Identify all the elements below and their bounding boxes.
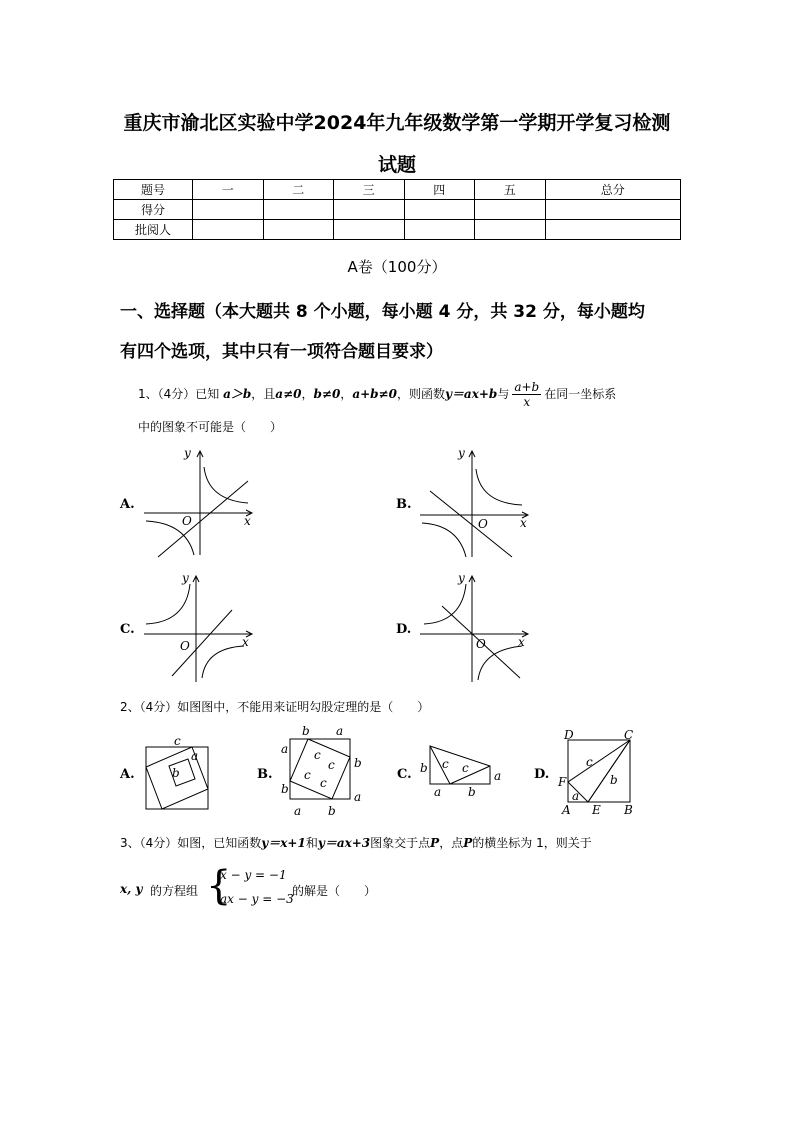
q3-text: 的解是（ ）	[292, 884, 377, 898]
table-cell: 三	[334, 180, 405, 200]
x-label: x	[518, 635, 525, 649]
label-D: D	[564, 728, 574, 742]
label-E: E	[592, 803, 601, 817]
page-title-line1: 重庆市渝北区实验中学2024年九年级数学第一学期开学复习检测	[123, 112, 671, 134]
label-c: c	[314, 748, 321, 762]
q3-func1: y＝x+1	[261, 836, 306, 850]
q1-func: y＝ax+b	[444, 387, 498, 401]
trapezoid	[430, 746, 490, 784]
label-b: b	[172, 766, 180, 780]
table-cell: 一	[193, 180, 264, 200]
table-cell[interactable]	[263, 200, 334, 220]
q2-option-d[interactable]: D.	[534, 767, 550, 782]
page-title-line2: 试题	[377, 154, 416, 176]
graph-c	[140, 570, 260, 685]
graph-d	[416, 570, 536, 685]
hyperbola-branch	[476, 469, 522, 505]
q3-text: 图象交于点	[370, 836, 431, 850]
y-label: y	[184, 446, 191, 460]
origin-label: O	[182, 514, 192, 528]
segment	[588, 740, 630, 802]
table-cell[interactable]	[404, 200, 475, 220]
q1-option-d[interactable]: D.	[396, 622, 412, 637]
label-b: b	[610, 773, 618, 787]
label-c: c	[442, 757, 449, 771]
label-c: c	[328, 758, 335, 772]
q2-option-a[interactable]: A.	[120, 767, 135, 782]
table-cell[interactable]	[193, 220, 264, 240]
hyperbola-branch	[202, 646, 244, 678]
q1-option-a[interactable]: A.	[120, 497, 135, 512]
q1-mid1: ，且	[251, 387, 276, 401]
q2-option-b[interactable]: B.	[257, 767, 273, 782]
q3-text: ，点	[439, 836, 464, 850]
question-3-line1	[120, 834, 592, 851]
label-b: b	[420, 761, 428, 775]
label-a: a	[281, 742, 289, 756]
q3-text: 3、（4分）如图，已知函数	[120, 836, 262, 850]
segment	[450, 766, 490, 784]
q1-mid3: 与	[497, 387, 510, 401]
equation-2: ax − y = −3	[220, 892, 294, 906]
table-cell[interactable]	[263, 220, 334, 240]
score-table-header-row	[114, 180, 681, 200]
x-label: x	[242, 635, 249, 649]
q1-prefix: 1、（4分）已知	[138, 387, 220, 401]
label-a: a	[494, 769, 502, 783]
origin-label: O	[476, 637, 486, 651]
label-b: b	[281, 782, 289, 796]
figure-d	[556, 728, 640, 820]
y-label: y	[458, 571, 465, 585]
table-cell: 五	[475, 180, 546, 200]
label-c: c	[462, 761, 469, 775]
label-b: b	[328, 804, 336, 818]
label-B: B	[624, 803, 633, 817]
label-A: A	[562, 803, 571, 817]
q3-point: P	[430, 836, 440, 850]
figure-a	[142, 733, 212, 813]
table-cell[interactable]	[404, 220, 475, 240]
q3-vars: x, y	[120, 882, 143, 896]
y-label: y	[458, 446, 465, 460]
table-cell[interactable]	[545, 220, 681, 240]
q3-func2: y＝ax+3	[317, 836, 371, 850]
table-cell: 四	[404, 180, 475, 200]
table-cell[interactable]	[545, 200, 681, 220]
q2-option-c[interactable]: C.	[397, 767, 412, 782]
q1-mid2: ，则函数	[396, 387, 445, 401]
q1-c3: a+b≠0	[352, 387, 397, 401]
label-c: c	[320, 776, 327, 790]
fraction-numerator: a+b	[514, 380, 540, 394]
q3-point: P	[463, 836, 473, 850]
label-c: c	[304, 768, 311, 782]
label-a: a	[191, 749, 199, 763]
hyperbola-branch	[424, 584, 466, 624]
table-cell: 批阅人	[114, 220, 193, 240]
fraction-denominator: x	[523, 395, 531, 409]
table-cell[interactable]	[334, 220, 405, 240]
q3-text: 和	[305, 836, 318, 850]
q1-c2: b≠0	[313, 387, 341, 401]
label-F: F	[558, 775, 567, 789]
brace: {	[206, 863, 232, 909]
label-a: a	[572, 789, 580, 803]
q1-cond: a＞b	[223, 387, 252, 401]
figure-c	[416, 738, 508, 806]
label-b: b	[354, 756, 362, 770]
figure-b	[278, 725, 366, 820]
label-a: a	[336, 725, 344, 738]
graph-b	[416, 445, 536, 560]
section-heading-line1: 一、选择题（本大题共 8 个小题，每小题 4 分，共 32 分，每小题均	[120, 302, 645, 322]
table-cell[interactable]	[193, 200, 264, 220]
label-a: a	[294, 804, 302, 818]
q1-option-c[interactable]: C.	[120, 622, 135, 637]
q3-text: 的横坐标为 1，则关于	[472, 836, 592, 850]
origin-label: O	[478, 517, 488, 531]
q1-option-b[interactable]: B.	[396, 497, 412, 512]
label-a: a	[434, 785, 442, 799]
label-b: b	[468, 785, 476, 799]
x-label: x	[520, 516, 527, 530]
question-2: 2、（4分）如图图中，不能用来证明勾股定理的是（ ）	[120, 700, 430, 714]
table-cell: 总分	[545, 180, 681, 200]
score-table-row	[114, 220, 681, 240]
volume-label: A卷（100分）	[347, 258, 447, 276]
label-c: c	[586, 755, 593, 769]
table-cell[interactable]	[334, 200, 405, 220]
label-b: b	[302, 725, 310, 738]
question-1-line2: 中的图象不可能是（ ）	[138, 420, 283, 434]
label-c: c	[174, 734, 181, 748]
origin-label: O	[180, 639, 190, 653]
y-label: y	[182, 571, 189, 585]
q1-c1: a≠0	[275, 387, 302, 401]
table-cell[interactable]	[475, 200, 546, 220]
line-graph	[158, 481, 248, 557]
label-C: C	[624, 728, 634, 742]
x-label: x	[244, 514, 251, 528]
table-cell: 题号	[114, 180, 193, 200]
hyperbola-branch	[204, 467, 248, 503]
table-cell: 二	[263, 180, 334, 200]
graph-a	[140, 445, 260, 560]
table-cell: 得分	[114, 200, 193, 220]
hyperbola-branch	[146, 584, 190, 624]
section-heading-line2: 有四个选项，其中只有一项符合题目要求）	[120, 342, 443, 362]
equation-1: x − y = −1	[220, 868, 287, 882]
score-table	[113, 179, 681, 240]
q1-suffix: 在同一坐标系	[544, 387, 617, 401]
score-table-row	[114, 200, 681, 220]
table-cell[interactable]	[475, 220, 546, 240]
label-a: a	[354, 790, 362, 804]
hyperbola-branch	[478, 646, 522, 680]
hyperbola-branch	[422, 523, 466, 557]
q3-text: 的方程组	[150, 884, 199, 898]
question-1-line1: 1、（4分）已知 a＞b，且a≠0，b≠0，a+b≠0，则函数y＝ax+b与 $\frac{a+b}{x}$ 在同一坐标系	[138, 380, 617, 409]
q1-fraction	[512, 380, 541, 409]
